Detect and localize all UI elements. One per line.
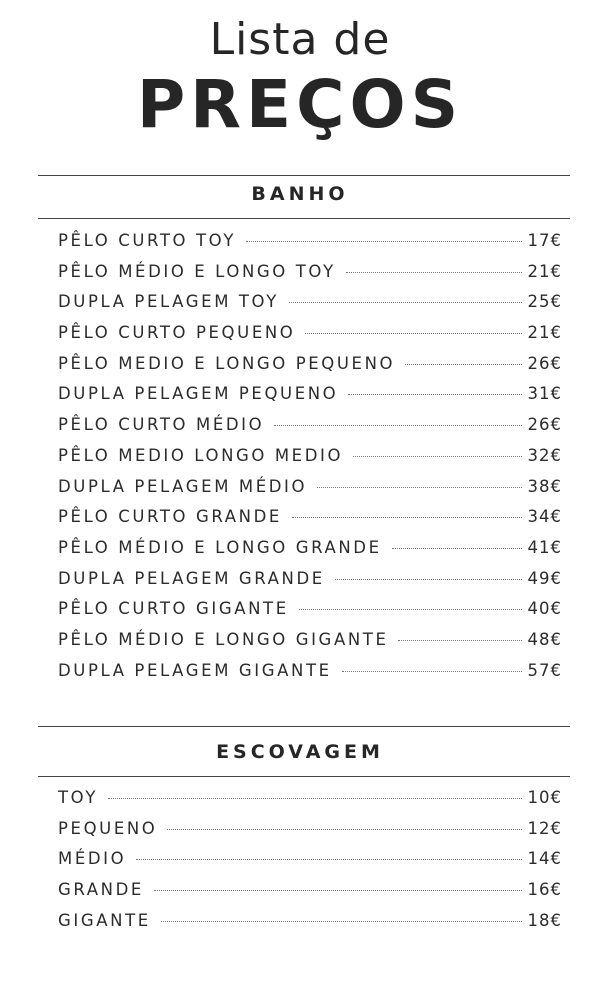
service-label: GIGANTE (58, 910, 151, 930)
service-price: 38€ (527, 476, 562, 496)
price-row (58, 354, 562, 385)
service-label: PÊLO MEDIO LONGO MEDIO (58, 445, 344, 465)
price-row (58, 630, 562, 661)
price-row (58, 262, 562, 293)
dot-leader (348, 394, 521, 395)
service-label: PÊLO CURTO GRANDE (58, 507, 282, 527)
dot-leader (167, 829, 521, 830)
service-label: PÊLO CURTO TOY (58, 231, 237, 250)
dot-leader (154, 890, 522, 891)
price-row (58, 415, 562, 446)
divider (38, 726, 570, 727)
dot-leader (292, 517, 522, 518)
service-price: 18€ (527, 910, 562, 930)
service-label: GRANDE (58, 880, 144, 900)
price-row (58, 599, 562, 630)
price-row (58, 292, 562, 323)
service-price: 12€ (527, 818, 562, 838)
service-label: PÊLO MEDIO E LONGO PEQUENO (58, 353, 396, 373)
price-row (58, 477, 562, 508)
dot-leader (335, 579, 522, 580)
dot-leader (246, 241, 521, 242)
service-price: 32€ (527, 445, 562, 465)
service-price: 25€ (527, 292, 562, 312)
price-row (58, 911, 562, 942)
price-list-banho (58, 231, 562, 691)
divider (38, 175, 570, 176)
service-label: PÊLO MÉDIO E LONGO GRANDE (58, 537, 382, 557)
service-price: 41€ (527, 537, 562, 557)
price-row (58, 569, 562, 600)
price-row (58, 507, 562, 538)
price-row (58, 538, 562, 569)
service-price: 49€ (527, 568, 562, 588)
service-price: 21€ (527, 323, 562, 343)
service-price: 26€ (527, 353, 562, 373)
service-label: DUPLA PELAGEM TOY (58, 292, 279, 312)
dot-leader (392, 548, 522, 549)
service-price: 14€ (527, 849, 562, 869)
service-label: DUPLA PELAGEM MÉDIO (58, 476, 308, 496)
service-price: 10€ (527, 788, 562, 807)
dot-leader (346, 272, 522, 273)
dot-leader (317, 487, 521, 488)
price-row (58, 788, 562, 819)
dot-leader (136, 859, 521, 860)
price-list-escovagem (58, 788, 562, 941)
dot-leader (342, 671, 522, 672)
dot-leader (405, 364, 521, 365)
price-row (58, 384, 562, 415)
service-label: PEQUENO (58, 818, 158, 838)
service-label: PÊLO CURTO GIGANTE (58, 599, 289, 619)
service-price: 48€ (527, 629, 562, 649)
dot-leader (299, 609, 522, 610)
service-label: DUPLA PELAGEM PEQUENO (58, 384, 339, 404)
dot-leader (108, 798, 521, 799)
service-label: MÉDIO (58, 849, 127, 869)
service-price: 26€ (527, 415, 562, 435)
service-price: 31€ (527, 384, 562, 404)
service-label: PÊLO CURTO MÉDIO (58, 415, 265, 435)
price-row (58, 849, 562, 880)
service-label: PÊLO MÉDIO E LONGO GIGANTE (58, 629, 389, 649)
price-row (58, 880, 562, 911)
section-title-banho: BANHO (251, 183, 349, 205)
dot-leader (305, 333, 521, 334)
service-label: TOY (58, 788, 99, 807)
dot-leader (274, 425, 521, 426)
service-price: 40€ (527, 599, 562, 619)
price-row (58, 661, 562, 692)
dot-leader (353, 456, 521, 457)
dot-leader (161, 921, 522, 922)
section-title-escovagem: ESCOVAGEM (216, 741, 384, 763)
service-price: 16€ (527, 880, 562, 900)
dot-leader (289, 302, 522, 303)
service-label: DUPLA PELAGEM GIGANTE (58, 660, 332, 680)
page-title: PREÇOS (136, 66, 464, 143)
price-row (58, 231, 562, 262)
service-price: 34€ (527, 507, 562, 527)
service-label: PÊLO MÉDIO E LONGO TOY (58, 261, 336, 281)
divider (38, 776, 570, 777)
price-row (58, 323, 562, 354)
service-label: DUPLA PELAGEM GRANDE (58, 568, 325, 588)
service-label: PÊLO CURTO PEQUENO (58, 323, 296, 343)
price-row (58, 819, 562, 850)
service-price: 57€ (527, 660, 562, 680)
title-line-1: Lista de (209, 14, 391, 65)
service-price: 17€ (527, 231, 562, 250)
service-price: 21€ (527, 261, 562, 281)
dot-leader (398, 640, 521, 641)
price-row (58, 446, 562, 477)
divider (38, 218, 570, 219)
